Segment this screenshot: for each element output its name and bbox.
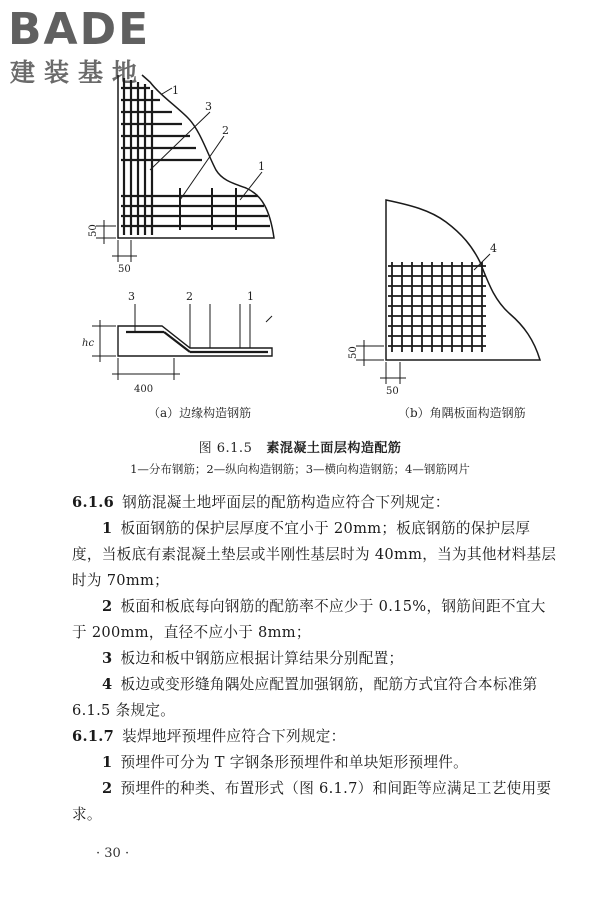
clause-6-1-7 bbox=[72, 724, 560, 750]
caption-b: （b）角隅板面构造钢筋 bbox=[398, 406, 526, 420]
label-a-one-top: 1 bbox=[172, 84, 179, 97]
clause-number: 6.1.6 bbox=[72, 494, 115, 511]
label-b-fifty-h: 50 bbox=[386, 386, 399, 397]
label-a-fifty-v: 50 bbox=[88, 224, 99, 237]
label-b-four: 4 bbox=[490, 242, 497, 255]
clause-text: 装焊地坪预埋件应符合下列规定： bbox=[122, 728, 346, 745]
figure-legend: 1—分布钢筋；2—纵向构造钢筋；3—横向构造钢筋；4—钢筋网片 bbox=[130, 462, 470, 476]
figure-title-text: 素混凝土面层构造配筋 bbox=[266, 441, 402, 456]
label-a-fifty-h: 50 bbox=[118, 264, 131, 275]
item-text: 板边和板中钢筋应根据计算结果分别配置； bbox=[120, 650, 404, 667]
item-number: 4 bbox=[102, 676, 113, 693]
diagram-a-section-labels bbox=[82, 290, 254, 395]
item-text: 板面钢筋的保护层厚度不宜小于 20mm；板底钢筋的保护层厚度，当板底有素混凝土垫层或半刚性基层时为 40mm，当为其他材料基层时为 70mm； bbox=[72, 520, 557, 589]
item-number: 1 bbox=[102, 754, 113, 771]
figure-number: 图 6.1.5 bbox=[198, 441, 253, 456]
caption-a: （a）边缘构造钢筋 bbox=[148, 406, 252, 420]
item-number: 2 bbox=[102, 598, 113, 615]
item-number: 2 bbox=[102, 780, 113, 797]
body-text bbox=[72, 490, 560, 828]
clause-6-1-6 bbox=[72, 490, 560, 516]
item-text: 预埋件可分为 T 字钢条形预埋件和单块矩形预埋件。 bbox=[120, 754, 469, 771]
clause-6-1-7-item-2 bbox=[72, 776, 560, 828]
item-text: 板面和板底每向钢筋的配筋率不应少于 0.15%，钢筋间距不宜大于 200mm，直径不应小于 8mm； bbox=[72, 598, 546, 641]
clause-6-1-7-item-1 bbox=[72, 750, 560, 776]
figure-title bbox=[0, 437, 600, 456]
clause-number: 6.1.7 bbox=[72, 728, 115, 745]
diagram-a-plan bbox=[96, 75, 274, 262]
label-section-three: 3 bbox=[128, 290, 135, 303]
logo-brand: BADE bbox=[8, 4, 151, 55]
logo-subtitle: 建装基地 bbox=[10, 58, 147, 87]
diagram-a-labels bbox=[88, 84, 265, 275]
clause-6-1-6-item-3 bbox=[72, 646, 560, 672]
label-a-two: 2 bbox=[222, 124, 229, 137]
item-text: 预埋件的种类、布置形式（图 6.1.7）和间距等应满足工艺使用要求。 bbox=[72, 780, 552, 823]
clause-6-1-6-item-4 bbox=[72, 672, 560, 724]
label-section-one: 1 bbox=[247, 290, 254, 303]
item-number: 3 bbox=[102, 650, 113, 667]
label-section-h: hc bbox=[82, 338, 95, 349]
diagram-a-section bbox=[92, 304, 272, 380]
label-section-width: 400 bbox=[134, 384, 154, 395]
label-a-one: 1 bbox=[258, 160, 265, 173]
item-number: 1 bbox=[102, 520, 113, 537]
clause-6-1-6-item-2 bbox=[72, 594, 560, 646]
label-b-fifty-v: 50 bbox=[348, 346, 359, 359]
item-text: 板边或变形缝角隅处应配置加强钢筋，配筋方式宜符合本标准第 6.1.5 条规定。 bbox=[72, 676, 538, 719]
label-a-three: 3 bbox=[205, 100, 212, 113]
clause-6-1-6-item-1 bbox=[72, 516, 560, 594]
diagram-b-plan bbox=[356, 200, 540, 384]
label-section-two: 2 bbox=[186, 290, 193, 303]
reinforcement-figure bbox=[0, 0, 600, 400]
clause-text: 钢筋混凝土地坪面层的配筋构造应符合下列规定： bbox=[122, 494, 450, 511]
page-number: · 30 · bbox=[96, 846, 130, 861]
